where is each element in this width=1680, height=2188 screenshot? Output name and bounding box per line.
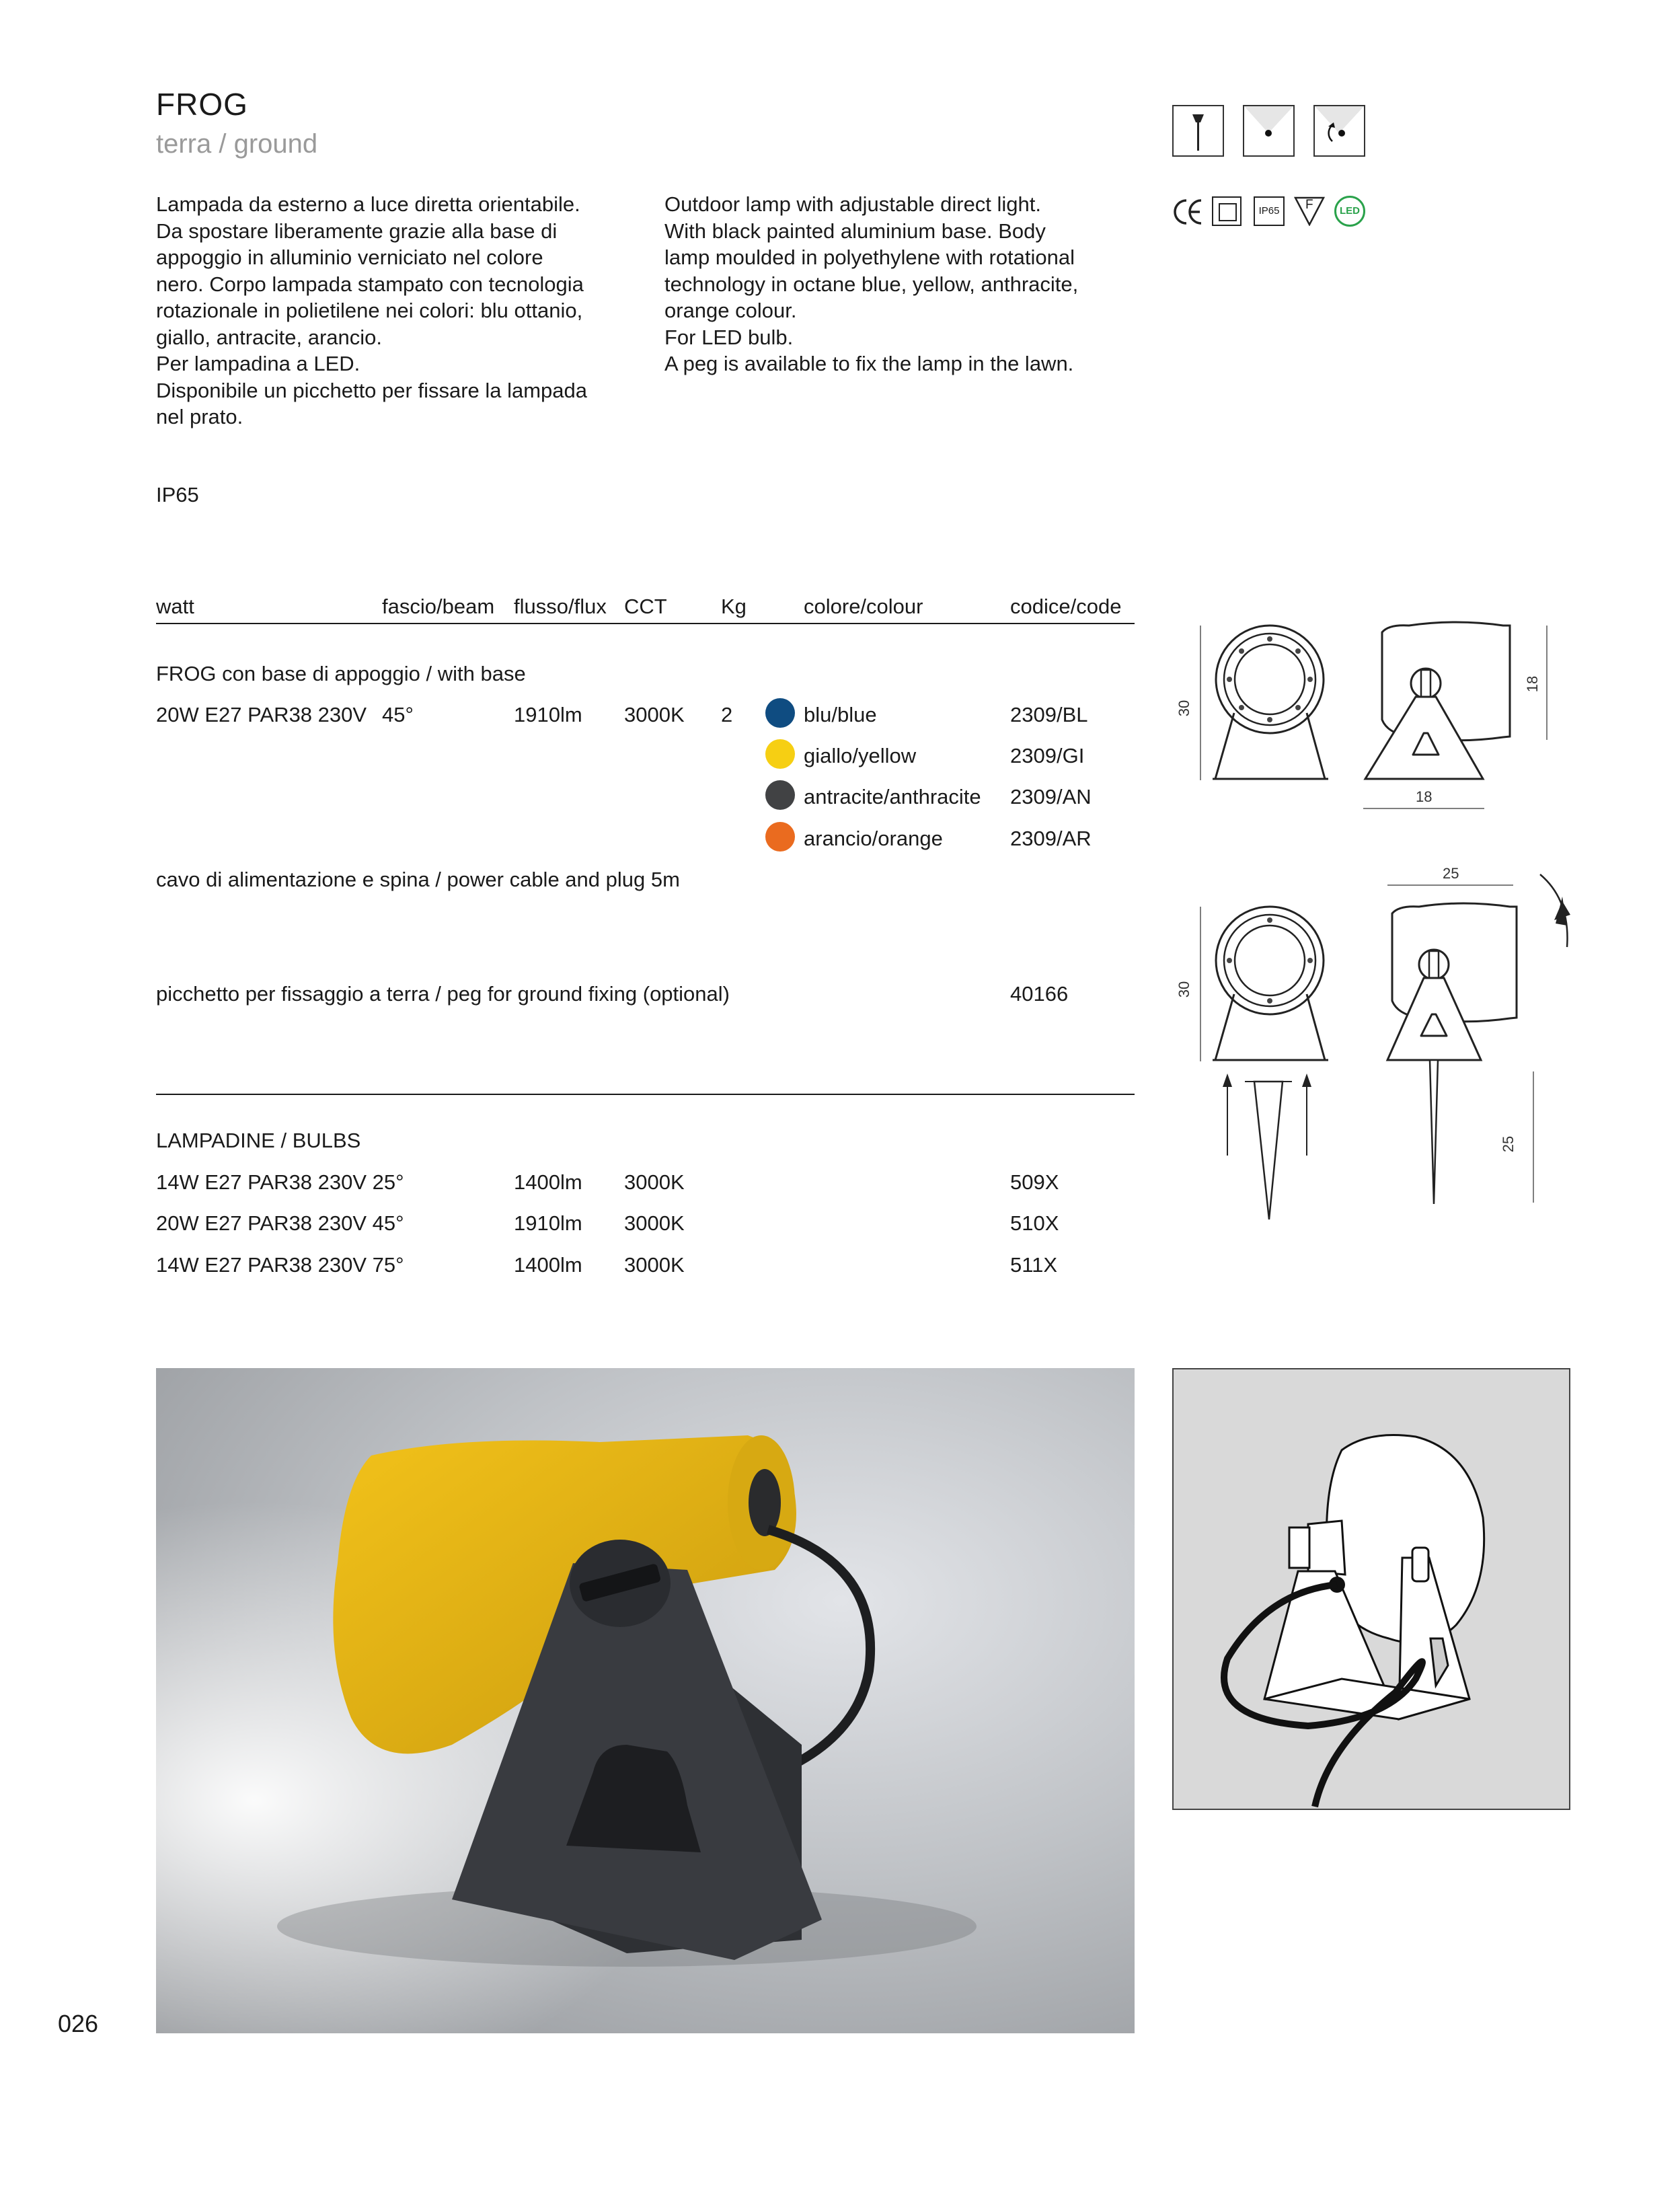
floor-lamp-icon: [1172, 105, 1224, 157]
bulb-spec: 14W E27 PAR38 230V 75°: [156, 1253, 404, 1277]
main-row-flux: 1910lm: [514, 703, 582, 726]
dim-height: 30: [1176, 981, 1193, 998]
header-colour: colore/colour: [804, 595, 923, 618]
adjustable-light-icon: [1313, 105, 1365, 157]
colour-name: antracite/anthracite: [804, 785, 981, 808]
bulb-spec: 14W E27 PAR38 230V 25°: [156, 1170, 404, 1194]
peg-label: picchetto per fissaggio a terra / peg for ground fixing (optional): [156, 982, 730, 1006]
bulb-code: 510X: [1010, 1211, 1059, 1235]
direct-light-icon: [1243, 105, 1295, 157]
main-row-cct: 3000K: [624, 703, 685, 726]
colour-code: 2309/AR: [1010, 827, 1092, 850]
colour-swatch-orange: [765, 822, 795, 852]
bulb-code: 511X: [1010, 1253, 1058, 1277]
dim-height: 30: [1176, 700, 1193, 717]
class-ii-icon: [1212, 196, 1242, 226]
peg-code: 40166: [1010, 982, 1069, 1006]
dim-width: 25: [1443, 865, 1459, 882]
section-rule: [156, 1094, 1135, 1095]
colour-name: blu/blue: [804, 703, 877, 726]
product-title: FROG: [156, 87, 248, 122]
dim-side-height: 18: [1524, 675, 1541, 693]
header-rule: [156, 623, 1135, 624]
bulb-flux: 1910lm: [514, 1211, 582, 1235]
main-row-kg: 2: [721, 703, 733, 726]
technical-drawing-peg: [1174, 860, 1591, 1230]
bulb-flux: 1400lm: [514, 1253, 582, 1277]
header-cct: CCT: [624, 595, 667, 618]
main-row-watt: 20W E27 PAR38 230V: [156, 703, 367, 726]
led-icon: LED: [1334, 196, 1365, 227]
bulb-spec: 20W E27 PAR38 230V 45°: [156, 1211, 404, 1235]
colour-name: arancio/orange: [804, 827, 943, 850]
product-photo: [156, 1368, 1135, 2033]
page-number: 026: [58, 2010, 99, 2037]
description-italian: Lampada da esterno a luce diretta orientabile. Da spostare liberamente grazie alla base di appoggio in alluminio verniciato nel colore nero. Corpo lampada stampato con tecnologia rotazionale in polietilene nei colori: blu ottanio, giallo, antracite, arancio. Per lampadina a LED. Disponibile un picchetto per fissare la lampada nel prato.: [156, 192, 588, 428]
section-title: FROG con base di appoggio / with base: [156, 662, 526, 685]
colour-code: 2309/BL: [1010, 703, 1088, 726]
header-kg: Kg: [721, 595, 747, 618]
product-category: terra / ground: [156, 129, 318, 159]
colour-swatch-blue: [765, 698, 795, 728]
header-flux: flusso/flux: [514, 595, 607, 618]
f-mark-icon: [1294, 195, 1325, 226]
bulb-cct: 3000K: [624, 1211, 685, 1235]
colour-name: giallo/yellow: [804, 744, 917, 767]
technical-drawing-base: [1174, 605, 1577, 827]
bulb-cct: 3000K: [624, 1170, 685, 1194]
ip65-icon: IP65: [1254, 196, 1285, 226]
bulb-cct: 3000K: [624, 1253, 685, 1277]
ip-rating: IP65: [156, 483, 199, 506]
cable-note: cavo di alimentazione e spina / power cable and plug 5m: [156, 868, 680, 891]
bulbs-title: LAMPADINE / BULBS: [156, 1129, 361, 1152]
lamp-sketch: [1172, 1368, 1570, 1810]
colour-swatch-anthracite: [765, 780, 795, 810]
header-beam: fascio/beam: [382, 595, 495, 618]
bulb-flux: 1400lm: [514, 1170, 582, 1194]
header-watt: watt: [156, 595, 194, 618]
colour-code: 2309/GI: [1010, 744, 1085, 767]
header-code: codice/code: [1010, 595, 1122, 618]
f-mark-label: F: [1305, 198, 1313, 212]
dim-peg-length: 25: [1500, 1135, 1517, 1153]
colour-swatch-yellow: [765, 739, 795, 769]
ce-mark-icon: [1172, 195, 1205, 232]
dim-side-width: 18: [1416, 788, 1433, 805]
main-row-beam: 45°: [382, 703, 414, 726]
description-english: Outdoor lamp with adjustable direct light. With black painted aluminium base. Body lamp moulded in polyethylene with rotational technology in octane blue, yellow, anthracite, orange colour. For LED bulb. A peg is available to fix the lamp in the lawn.: [664, 192, 1079, 375]
colour-code: 2309/AN: [1010, 785, 1092, 808]
bulb-code: 509X: [1010, 1170, 1059, 1194]
